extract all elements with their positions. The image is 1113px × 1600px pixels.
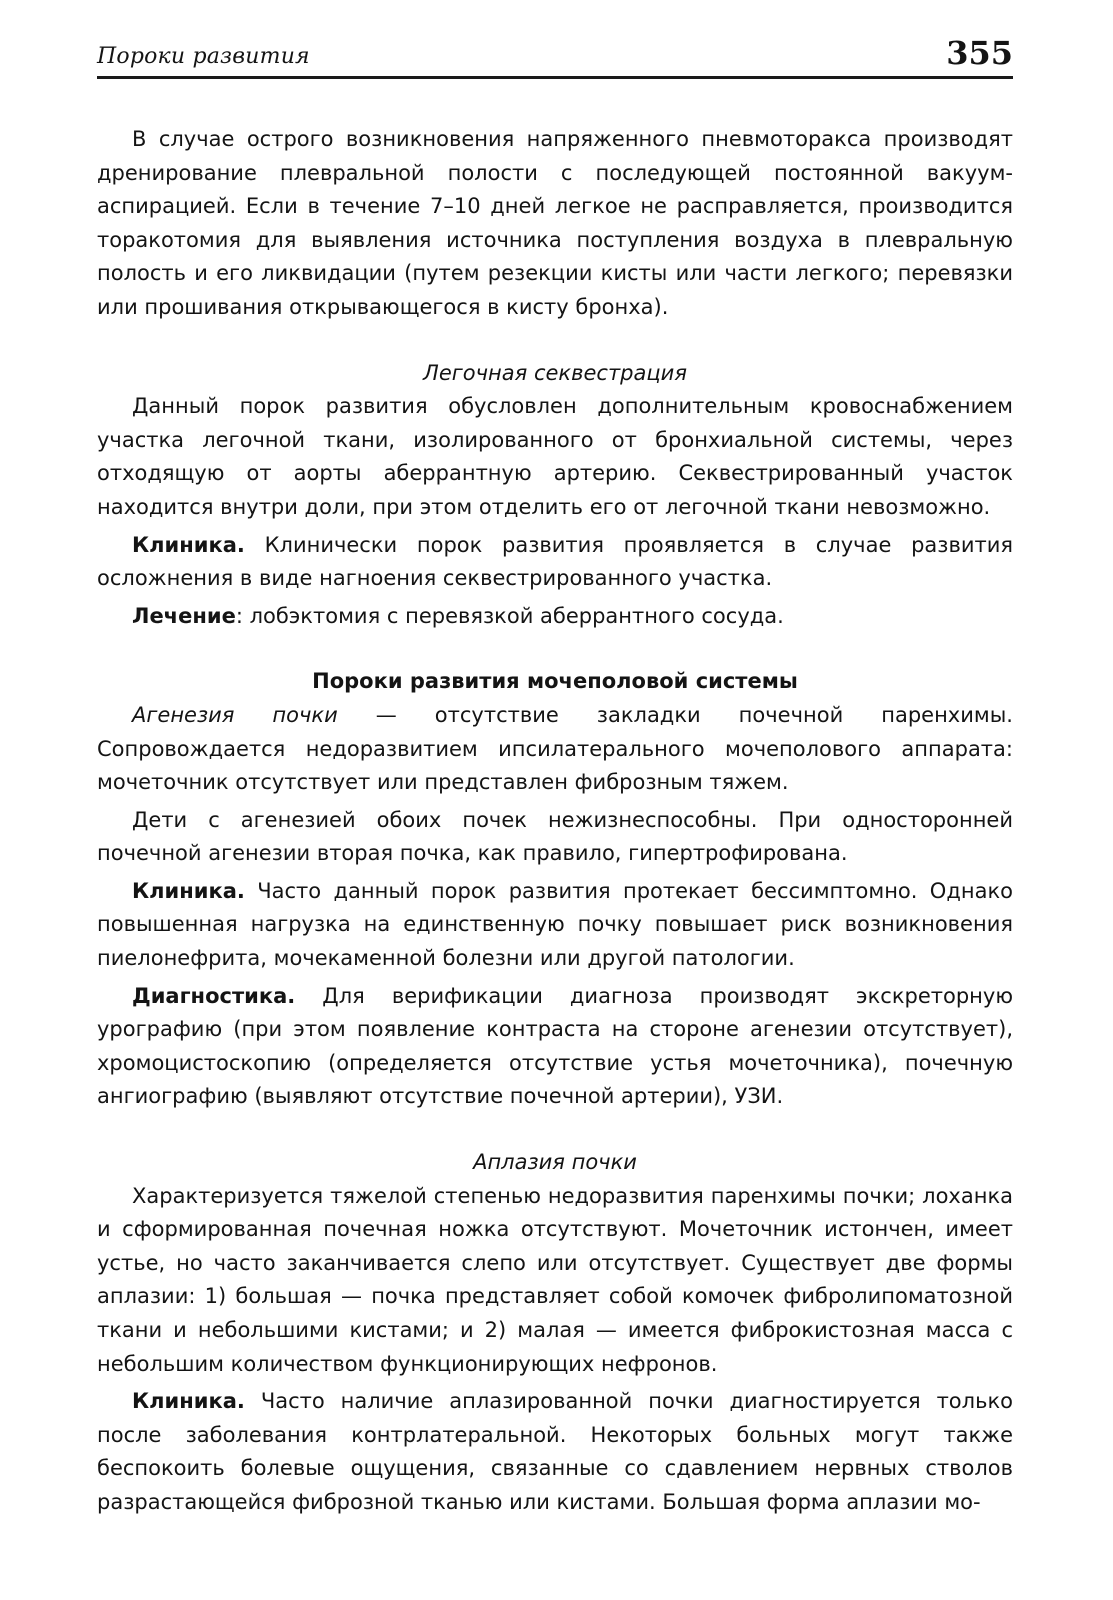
running-header: [97, 28, 1013, 79]
book-page: [97, 28, 1013, 1520]
paragraph-agenesis-clinic: [97, 875, 1013, 976]
page-body: [97, 123, 1013, 1520]
diagnostics-text: Для верификации диагноза производят экскреторную урографию (при этом появление контраста на стороне агенезии отсутствует), хромоцистоскопию (определяется отсутствие устья мочеточника), почечную ангиографию (выявляют отсутствие почечной артерии), УЗИ.: [97, 983, 1013, 1109]
paragraph-sequestration: Данный порок развития обусловлен дополнительным кровоснабжением участка легочной ткани, изолированного от бронхиальной системы, через отходящую от аорты аберрантную артерию. Секвестрированный участок находится внутри доли, при этом отделить его от легочной ткани невозможно.: [97, 394, 1013, 519]
clinic-text: Часто наличие аплазированной почки диагностируется только после заболевания контрлатеральной. Некоторых больных могут также беспокоить болевые ощущения, связанные со сдавлением нервных стволов разрастающейся фиброзной тканью или кистами. Большая форма аплазии мо-: [97, 1389, 1013, 1514]
diagnostics-label: Диагностика.: [132, 983, 296, 1008]
paragraph-aplasia-clinic: [97, 1385, 1013, 1519]
clinic-label: Клиника.: [132, 532, 245, 557]
clinic-text: Часто данный порок развития протекает бессимптомно. Однако повышенная нагрузка на единственную почку повышает риск возникновения пиелонефрита, мочекаменной болезни или другой патологии.: [97, 878, 1013, 971]
paragraph-sequestration-treatment: [97, 600, 1013, 634]
treatment-label: Лечение: [132, 603, 236, 628]
agenesis-text: — отсутствие закладки почечной паренхимы. Сопровождается недоразвитием ипсилатерального мочеполового аппарата: мочеточник отсутствует или представлен фиброзным тяжем.: [97, 702, 1013, 795]
clinic-label: Клиника.: [132, 878, 245, 903]
clinic-label: Клиника.: [132, 1389, 245, 1414]
paragraph-agenesis-diagnostics: [97, 980, 1013, 1114]
treatment-text: : лобэктомия с перевязкой аберрантного сосуда.: [235, 603, 784, 628]
section-title-aplasia: Аплазия почки: [473, 1150, 637, 1175]
agenesis-term: Агенезия почки: [132, 702, 338, 727]
paragraph-sequestration-clinic: [97, 529, 1013, 596]
paragraph-aplasia: Характеризуется тяжелой степенью недоразвития паренхимы почки; лоханка и сформированная почечная ножка отсутствуют. Мочеточник истончен, имеет устье, но часто заканчивается слепо или отсутствует. Существует две формы аплазии: 1) большая — почка представляет собой комочек фибролипоматозной ткани и небольшими кистами; и 2) малая — имеется фиброкистозная масса с небольшим количеством функционирующих нефронов.: [97, 1183, 1013, 1376]
paragraph-agenesis: [97, 699, 1013, 800]
paragraph-agenesis-children: Дети с агенезией обоих почек нежизнеспособны. При односторонней почечной агенезии вторая почка, как правило, гипертрофирована.: [97, 807, 1013, 866]
paragraph-pneumothorax: В случае острого возникновения напряженного пневмоторакса производят дренирование плевральной полости с последующей постоянной вакуум-аспирацией. Если в течение 7–10 дней легкое не расправляется, производится торакотомия для выявления источника поступления воздуха в плевральную полость и его ликвидации (путем резекции кисты или части легкого; перевязки или прошивания открывающегося в кисту бронха).: [97, 127, 1013, 319]
running-title: Пороки развития: [97, 44, 310, 69]
section-title-sequestration: Легочная секвестрация: [423, 360, 687, 385]
section-title-urogenital: Пороки развития мочеполовой системы: [312, 669, 798, 694]
page-number: 355: [946, 34, 1013, 72]
clinic-text: Клинически порок развития проявляется в случае развития осложнения в виде нагноения секвестрированного участка.: [97, 532, 1013, 591]
